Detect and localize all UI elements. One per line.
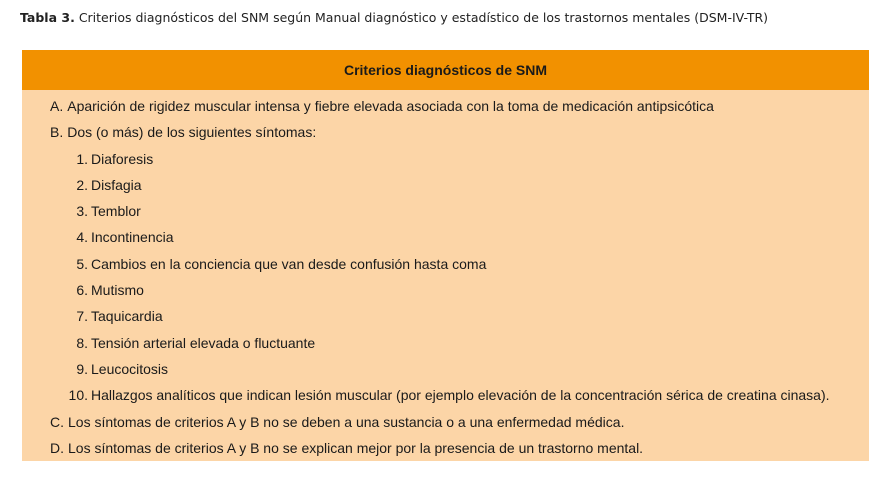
symptom-number: 4. bbox=[76, 229, 88, 246]
symptom-text: Leucocitosis bbox=[91, 360, 169, 377]
symptom-text: Hallazgos analíticos que indican lesión muscular (por ejemplo elevación de la concentración sérica de creatina cinasa). bbox=[91, 387, 830, 404]
criterion-a bbox=[22, 93, 869, 119]
criterion-text: Los síntomas de criterios A y B no se deben a una sustancia o a una enfermedad médica. bbox=[68, 413, 625, 430]
criterion-letter: C. bbox=[50, 413, 64, 430]
symptom-number: 5. bbox=[76, 255, 88, 272]
caption-label: Tabla 3. bbox=[20, 10, 75, 25]
criterion-letter: D. bbox=[50, 439, 64, 456]
symptom-item bbox=[22, 330, 869, 356]
symptom-item bbox=[22, 172, 869, 198]
symptom-item bbox=[22, 198, 869, 224]
criterion-letter: B. bbox=[50, 124, 64, 141]
symptom-text: Taquicardia bbox=[91, 308, 163, 325]
symptom-item bbox=[22, 277, 869, 303]
table-caption bbox=[20, 10, 768, 25]
symptom-number: 8. bbox=[76, 334, 88, 351]
criterion-text: Dos (o más) de los siguientes síntomas: bbox=[67, 124, 317, 141]
symptom-number: 9. bbox=[76, 360, 88, 377]
symptom-item bbox=[22, 382, 869, 408]
symptom-item bbox=[22, 224, 869, 250]
symptom-number: 1. bbox=[76, 150, 88, 167]
symptom-number: 2. bbox=[76, 176, 88, 193]
criterion-letter: A. bbox=[50, 98, 64, 114]
symptom-number: 10. bbox=[68, 387, 88, 404]
symptom-item bbox=[22, 146, 869, 172]
symptom-text: Cambios en la conciencia que van desde confusión hasta coma bbox=[91, 255, 487, 272]
symptom-text: Disfagia bbox=[91, 176, 142, 193]
symptom-text: Temblor bbox=[91, 203, 141, 220]
symptom-number: 7. bbox=[76, 308, 88, 325]
symptom-item bbox=[22, 356, 869, 382]
table-header: Criterios diagnósticos de SNM bbox=[22, 50, 869, 90]
criterion-d bbox=[22, 435, 869, 461]
symptom-number: 3. bbox=[76, 203, 88, 220]
symptom-item bbox=[22, 303, 869, 329]
symptom-text: Mutismo bbox=[91, 282, 144, 299]
symptom-text: Incontinencia bbox=[91, 229, 174, 246]
table-body bbox=[22, 90, 869, 461]
criteria-table bbox=[22, 50, 869, 461]
symptom-item bbox=[22, 251, 869, 277]
criterion-text: Aparición de rigidez muscular intensa y fiebre elevada asociada con la toma de medicación antipsicótica bbox=[67, 98, 714, 114]
criterion-text: Los síntomas de criterios A y B no se explican mejor por la presencia de un trastorno mental. bbox=[68, 439, 644, 456]
criterion-c bbox=[22, 409, 869, 435]
caption-text: Criterios diagnósticos del SNM según Manual diagnóstico y estadístico de los trastornos mentales (DSM-IV-TR) bbox=[78, 10, 769, 25]
symptom-text: Tensión arterial elevada o fluctuante bbox=[91, 334, 316, 351]
symptom-text: Diaforesis bbox=[91, 150, 154, 167]
symptom-number: 6. bbox=[76, 282, 88, 299]
criterion-b bbox=[22, 119, 869, 145]
